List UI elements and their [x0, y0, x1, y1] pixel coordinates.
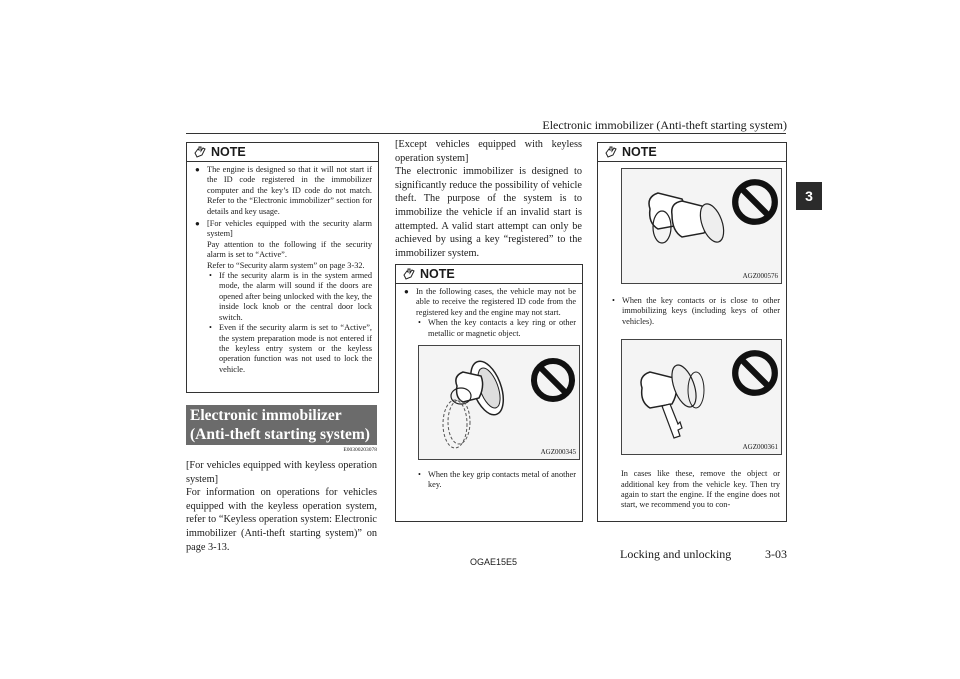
note-hand-icon [604, 145, 618, 159]
note-label: NOTE [622, 145, 657, 159]
figure-code: AGZ000361 [742, 442, 778, 451]
chapter-tab: 3 [796, 182, 822, 210]
header-rule [186, 133, 786, 134]
section-body: [For vehicles equipped with keyless operation system] For information on operations for vehicles equipped with the keyless operation system, refer to “Keyless operation system: Electronic immobilizer (Anti-theft starting system)” on page 3-13. [186, 460, 377, 553]
prohibited-icon [730, 348, 780, 398]
keys-close-figure [621, 168, 782, 284]
key-ring-figure [418, 345, 580, 460]
note-label: NOTE [211, 145, 246, 159]
note-box-1 [186, 142, 379, 393]
multiple-keys-figure [621, 339, 782, 455]
footer-page-info [620, 547, 787, 562]
figure-code: AGZ000345 [540, 447, 576, 456]
note-label: NOTE [420, 267, 455, 281]
bullet-icon: ● [195, 165, 200, 174]
footer-page-number: 3-03 [765, 547, 787, 561]
note-paragraph: In cases like these, remove the object or additional key from the vehicle key. Then try again to start the engine. If the engine does not start, we recommend you to con- [621, 469, 780, 510]
note-bullet: ● In the following cases, the vehicle may not be able to receive the registered ID code from the registered key and the engine may not start. • When the key contacts a key ring or other metallic or magnetic object. [404, 287, 576, 338]
figure-code: AGZ000576 [742, 271, 778, 280]
note-header [187, 143, 378, 162]
footer-code: OGAE15E5 [470, 557, 518, 567]
note-box-3 [597, 142, 787, 522]
note-hand-icon [193, 145, 207, 159]
note-bullet [195, 219, 372, 375]
footer-section-name: Locking and unlocking [620, 547, 732, 561]
bullet-heading: [For vehicles equipped with the security alarm system] [207, 219, 372, 239]
bullet-paragraph: Pay attention to the following if the security alarm is set to “Active”. [207, 239, 372, 260]
note-header [598, 143, 786, 162]
sub-bullet: • When the key contacts or is close to other immobilizing keys (including keys of other vehicles). [612, 296, 780, 326]
note-header [396, 265, 582, 284]
middle-body: [Except vehicles equipped with keyless operation system] The electronic immobilizer is designed to significantly reduce the possibility of vehicle theft. The purpose of the system is to immobilize the vehicle if an invalid start is attempted. A valid start attempt can only be achieved by using a key “registered” to the immobilizer system. [395, 139, 582, 259]
sub-bullet: • When the key contacts a key ring or other metallic or magnetic object. [418, 318, 576, 338]
section-code: E00300203078 [343, 447, 377, 453]
bullet-paragraph: Refer to “Security alarm system” on page 3-32. [207, 260, 365, 270]
bullet-icon: ● [404, 287, 409, 296]
prohibited-icon [730, 177, 780, 227]
sub-bullet: • When the key grip contacts metal of another key. [418, 470, 576, 490]
note-box-2 [395, 264, 583, 522]
running-header: Electronic immobilizer (Anti-theft starting system) [542, 118, 787, 132]
section-title: Electronic immobilizer (Anti-theft starting system) [186, 405, 377, 445]
note-bullet: ● The engine is designed so that it will not start if the ID code registered in the immobilizer computer and the key’s ID code do not match. Refer to the “Electronic immobilizer” section for details and key usage. [195, 165, 372, 216]
prohibited-icon [529, 356, 577, 404]
note-hand-icon [402, 267, 416, 281]
sub-bullet: • If the security alarm is in the system armed mode, the alarm will sound if the doors are opened after being unlocked with the key, the inside lock knob or the central door lock switch. [209, 271, 372, 322]
sub-bullet: • Even if the security alarm is set to “Active”, the system preparation mode is not entered if the keyless entry system or the keyless operation function was not used to lock the vehicle. [209, 323, 372, 374]
bullet-icon: ● [195, 219, 200, 229]
